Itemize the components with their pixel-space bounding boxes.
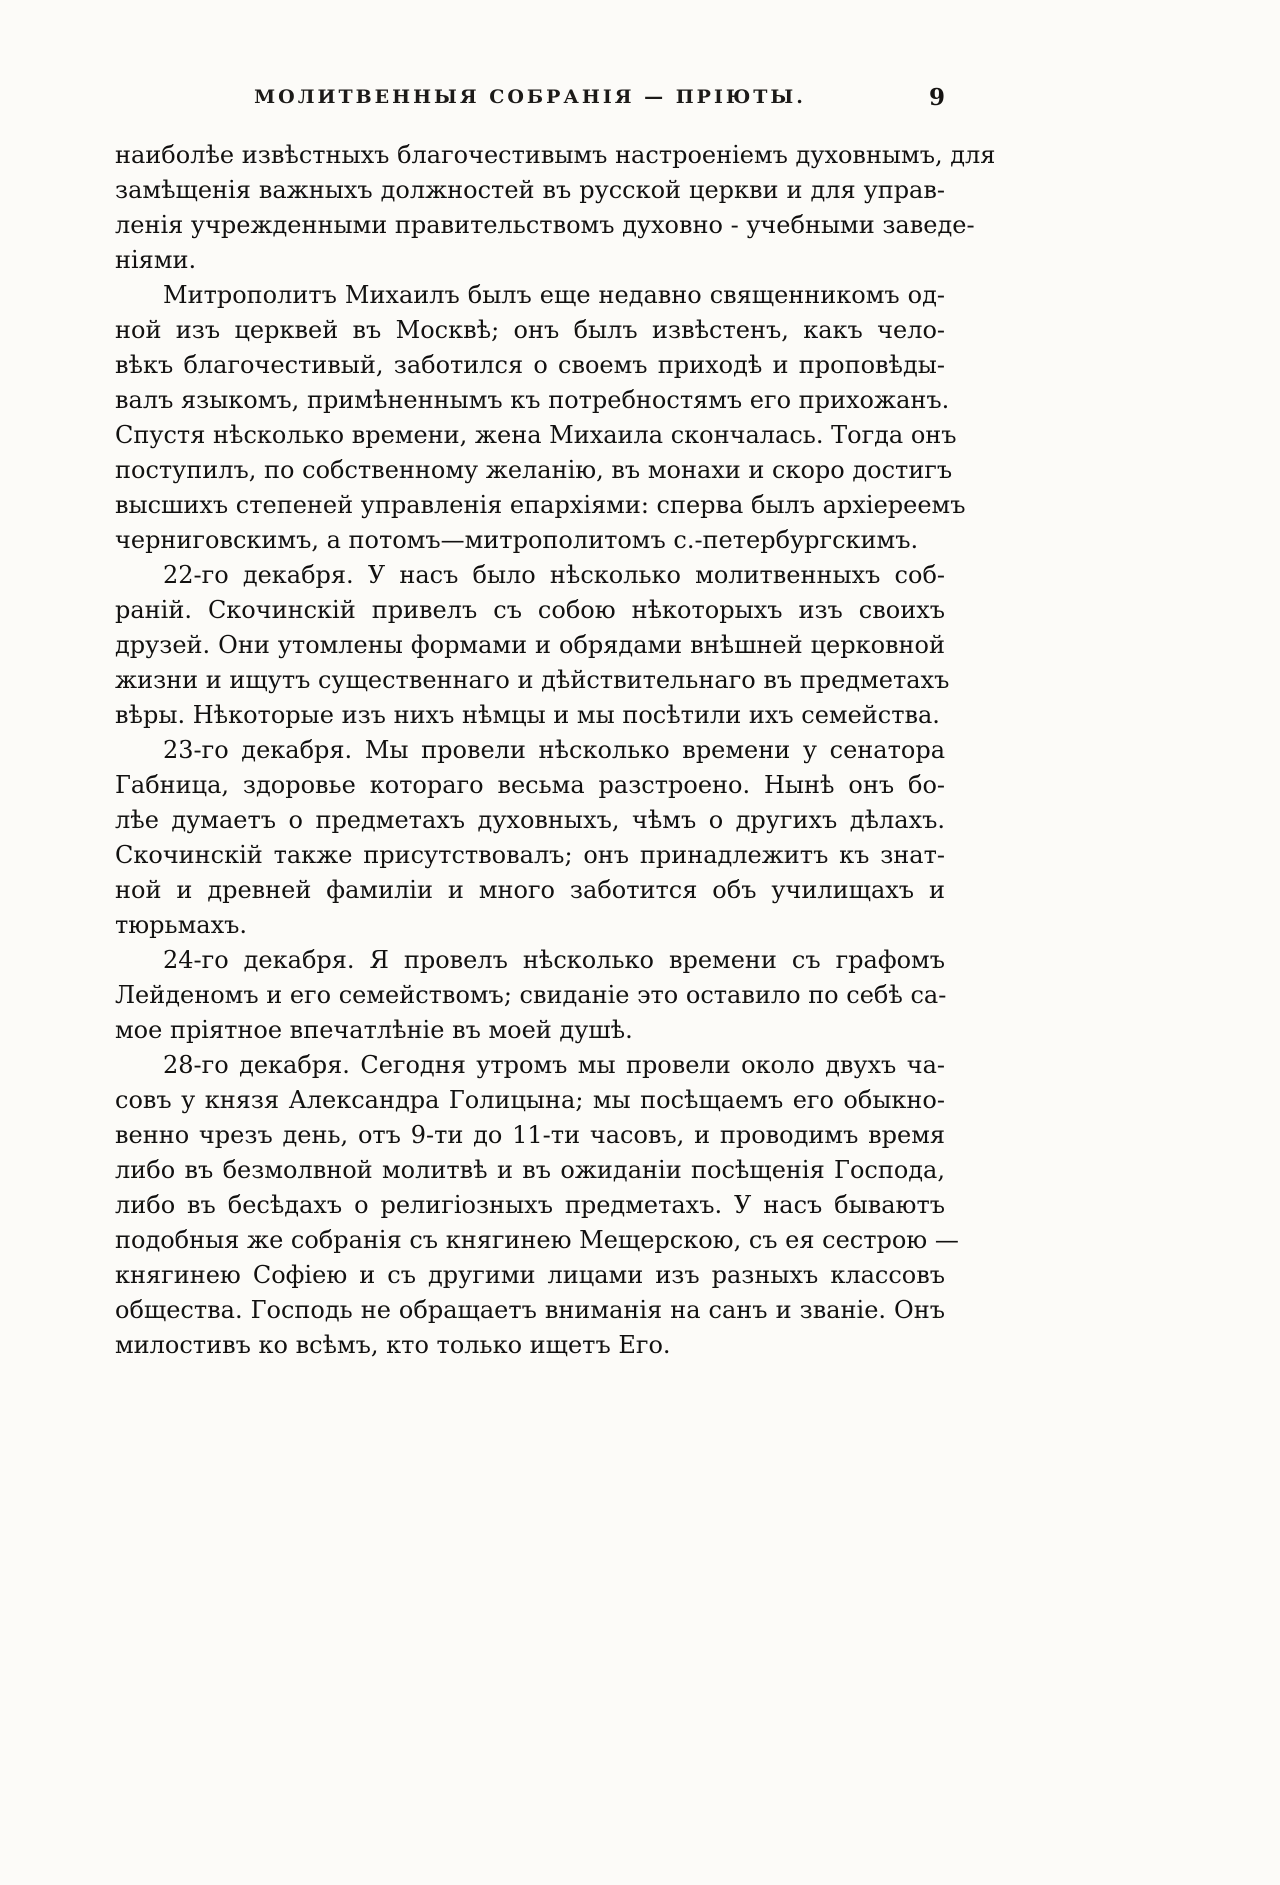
text-line: черниговскимъ, а потомъ—митрополитомъ с.-петербургскимъ. — [115, 526, 919, 554]
text-line: лѣе думаетъ о предметахъ духовныхъ, чѣмъ о другихъ дѣлахъ. — [115, 806, 945, 834]
text-line: ленія учрежденными правительствомъ духовно - учебными заведе- — [115, 211, 975, 239]
text-line: Габница, здоровье котораго весьма разстроено. Нынѣ онъ бо- — [115, 771, 945, 799]
text-line: Скочинскій также присутствовалъ; онъ принадлежитъ къ знат- — [115, 841, 945, 869]
text-line: либо въ безмолвной молитвѣ и въ ожиданіи посѣщенія Господа, — [115, 1156, 945, 1184]
text-line: тюрьмахъ. — [115, 911, 248, 939]
text-block — [115, 138, 996, 1363]
text-line: княгинею Софіею и съ другими лицами изъ разныхъ классовъ — [115, 1261, 945, 1289]
text-line: раній. Скочинскій привелъ съ собою нѣкоторыхъ изъ своихъ — [115, 596, 945, 624]
text-line: замѣщенія важныхъ должностей въ русской церкви и для управ- — [115, 176, 945, 204]
text-line: валъ языкомъ, примѣненнымъ къ потребностямъ его прихожанъ. — [115, 386, 950, 414]
text-line: ной и древней фамиліи и много заботится объ училищахъ и — [115, 876, 945, 904]
paragraph — [115, 278, 966, 558]
text-line: 28-го декабря. Сегодня утромъ мы провели около двухъ ча- — [163, 1051, 945, 1079]
text-line: милостивъ ко всѣмъ, кто только ищетъ Его. — [115, 1331, 671, 1359]
text-line: поступилъ, по собственному желанію, въ монахи и скоро достигъ — [115, 456, 953, 484]
text-line: Митрополитъ Михаилъ былъ еще недавно священникомъ од- — [163, 281, 945, 309]
paragraph — [115, 733, 945, 943]
text-line: Лейденомъ и его семействомъ; свиданіе это оставило по себѣ са- — [115, 981, 947, 1009]
text-line: высшихъ степеней управленія епархіями: сперва былъ архіереемъ — [115, 491, 966, 519]
text-line: жизни и ищутъ существеннаго и дѣйствительнаго въ предметахъ — [115, 666, 950, 694]
paragraph — [115, 943, 945, 1048]
text-line: мое пріятное впечатлѣніе въ моей душѣ. — [115, 1016, 633, 1044]
page-number: 9 — [928, 84, 945, 111]
text-line: общества. Господь не обращаетъ вниманія на санъ и званіе. Онъ — [115, 1296, 945, 1324]
paragraph — [115, 1048, 959, 1363]
text-line: 22-го декабря. У насъ было нѣсколько молитвенныхъ соб- — [163, 561, 945, 589]
text-line: наиболѣе извѣстныхъ благочестивымъ настроеніемъ духовнымъ, для — [115, 141, 996, 169]
text-line: подобныя же собранія съ княгинею Мещерскою, съ ея сестрою — — [115, 1226, 959, 1254]
text-line: вѣкъ благочестивый, заботился о своемъ приходѣ и проповѣды- — [115, 351, 945, 379]
text-line: вѣры. Нѣкоторые изъ нихъ нѣмцы и мы посѣтили ихъ семейства. — [115, 701, 940, 729]
running-header — [115, 86, 945, 116]
text-line: 23-го декабря. Мы провели нѣсколько времени у сенатора — [163, 736, 945, 764]
running-header-title: МОЛИТВЕННЫЯ СОБРАНІЯ — ПРІЮТЫ. — [254, 86, 806, 108]
paragraph — [115, 558, 950, 733]
text-line: 24-го декабря. Я провелъ нѣсколько времени съ графомъ — [163, 946, 945, 974]
text-line: совъ у князя Александра Голицына; мы посѣщаемъ его обыкно- — [115, 1086, 945, 1114]
text-line: венно чрезъ день, отъ 9-ти до 11-ти часовъ, и проводимъ время — [115, 1121, 945, 1149]
text-line: Спустя нѣсколько времени, жена Михаила скончалась. Тогда онъ — [115, 421, 957, 449]
text-line: либо въ бесѣдахъ о религіозныхъ предметахъ. У насъ бываютъ — [115, 1191, 945, 1219]
paragraph — [115, 138, 996, 278]
text-line: ной изъ церквей въ Москвѣ; онъ былъ извѣстенъ, какъ чело- — [115, 316, 945, 344]
text-line: друзей. Они утомлены формами и обрядами внѣшней церковной — [115, 631, 945, 659]
text-line: ніями. — [115, 246, 197, 274]
